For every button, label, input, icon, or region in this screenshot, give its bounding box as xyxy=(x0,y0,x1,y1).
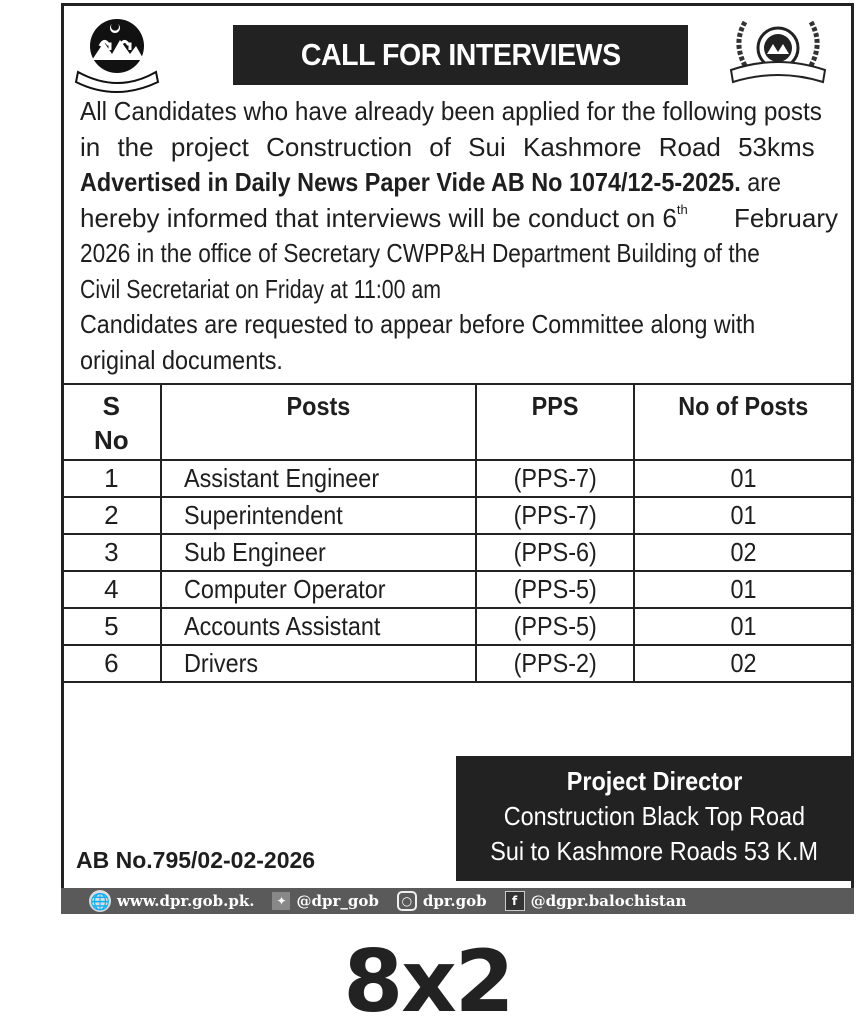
row-count xyxy=(634,645,853,682)
twitter-icon: ✦ xyxy=(272,892,290,910)
notice-line-4-text: hereby informed that interviews will be conduct on 6 xyxy=(80,202,677,233)
notice-line-7: Candidates are requested to appear before Committee along with xyxy=(80,309,756,339)
row-count-label: 02 xyxy=(730,537,757,567)
row-pps xyxy=(476,608,634,645)
row-count xyxy=(634,571,853,608)
website-link[interactable]: www.dpr.gob.pk. xyxy=(117,892,255,910)
balochistan-emblem-logo xyxy=(72,12,162,94)
notice-line-4 xyxy=(80,201,838,237)
row-count-label: 02 xyxy=(730,648,757,678)
row-pps-label: (PPS-5) xyxy=(513,574,597,604)
footer-website[interactable] xyxy=(89,890,254,912)
twitter-handle[interactable]: @dpr_gob xyxy=(296,892,379,910)
header-sno-line1: S xyxy=(102,391,121,421)
row-count-label: 01 xyxy=(730,574,757,604)
facebook-icon: f xyxy=(505,891,525,911)
instagram-handle[interactable]: dpr.gob xyxy=(422,892,487,910)
date-superscript: th xyxy=(676,201,688,217)
notice-body xyxy=(80,94,838,378)
signatory-road-text: Sui to Kashmore Roads 53 K.M xyxy=(490,836,819,866)
row-pps-label: (PPS-7) xyxy=(513,500,597,530)
notice-line-2-text: in the project Construction of Sui Kashmore Road 53kms xyxy=(80,131,815,162)
row-post xyxy=(161,571,476,608)
notice-line-5: 2026 in the office of Secretary CWPP&H Department Building of the xyxy=(80,238,760,268)
row-pps xyxy=(476,534,634,571)
row-count-label: 01 xyxy=(730,611,757,641)
row-sno: 3 xyxy=(62,534,161,571)
footer-bar xyxy=(61,888,854,914)
row-sno: 5 xyxy=(62,608,161,645)
table-row xyxy=(62,608,853,645)
signatory-title xyxy=(456,764,853,799)
footer-twitter[interactable] xyxy=(272,892,378,910)
row-pps xyxy=(476,497,634,534)
ab-number: AB No.795/02-02-2026 xyxy=(76,847,316,873)
interview-month: February xyxy=(733,202,838,233)
header-posts xyxy=(161,384,476,460)
notice-line-8: original documents. xyxy=(80,344,283,375)
table-header-row xyxy=(62,384,853,460)
row-count xyxy=(634,608,853,645)
notice-line-3 xyxy=(80,165,782,201)
header-serial-number xyxy=(62,384,161,460)
row-sno: 6 xyxy=(62,645,161,682)
row-pps-label: (PPS-2) xyxy=(513,648,597,678)
notice-line-3-tail: are xyxy=(740,167,782,197)
row-post xyxy=(161,460,476,497)
facebook-handle[interactable]: @dgpr.balochistan xyxy=(530,892,687,910)
row-post-label: Drivers xyxy=(183,648,258,678)
row-post-label: Sub Engineer xyxy=(183,537,326,567)
row-pps xyxy=(476,571,634,608)
row-sno: 2 xyxy=(62,497,161,534)
row-post-label: Computer Operator xyxy=(183,574,386,604)
row-post-label: Assistant Engineer xyxy=(183,463,379,493)
row-post-label: Superintendent xyxy=(183,500,343,530)
row-pps-label: (PPS-6) xyxy=(513,537,597,567)
header-sno-line2: No xyxy=(94,425,129,455)
footer-facebook[interactable] xyxy=(505,891,687,911)
row-pps-label: (PPS-7) xyxy=(513,463,597,493)
row-post xyxy=(161,608,476,645)
header-count-label: No of Posts xyxy=(678,391,809,421)
signature-block xyxy=(456,756,853,881)
row-count xyxy=(634,497,853,534)
row-sno: 1 xyxy=(62,460,161,497)
row-post xyxy=(161,534,476,571)
notice-line-2 xyxy=(80,130,838,166)
signatory-project-text: Construction Black Top Road xyxy=(503,801,806,831)
row-pps-label: (PPS-5) xyxy=(513,611,597,641)
row-sno: 4 xyxy=(62,571,161,608)
row-count xyxy=(634,460,853,497)
table-row xyxy=(62,460,853,497)
header-pps-label: PPS xyxy=(531,391,579,421)
row-post-label: Accounts Assistant xyxy=(183,611,381,641)
table-row xyxy=(62,645,853,682)
table-row xyxy=(62,571,853,608)
signatory-project xyxy=(456,799,853,834)
globe-icon: 🌐 xyxy=(90,891,110,911)
title-banner xyxy=(233,25,688,85)
advertisement-frame xyxy=(61,3,854,911)
row-count xyxy=(634,534,853,571)
interview-date-text xyxy=(80,201,688,237)
header-no-of-posts xyxy=(634,384,853,460)
row-count-label: 01 xyxy=(730,500,757,530)
table-row xyxy=(62,534,853,571)
signatory-title-text: Project Director xyxy=(566,766,743,796)
advertisement-reference: Advertised in Daily News Paper Vide AB No 1074/12-5-2025. xyxy=(80,167,741,197)
header-pps xyxy=(476,384,634,460)
notice-line-1: All Candidates who have already been applied for the following posts xyxy=(80,96,822,126)
row-post xyxy=(161,497,476,534)
row-count-label: 01 xyxy=(730,463,757,493)
footer-instagram[interactable] xyxy=(397,891,487,911)
dgpr-emblem-logo xyxy=(723,12,833,94)
notice-line-6: Civil Secretariat on Friday at 11:00 am xyxy=(80,273,442,304)
row-post xyxy=(161,645,476,682)
posts-table xyxy=(61,383,854,683)
signatory-road xyxy=(456,834,853,869)
header-posts-label: Posts xyxy=(286,391,351,421)
instagram-icon: ○ xyxy=(397,891,417,911)
row-pps xyxy=(476,460,634,497)
table-row xyxy=(62,497,853,534)
ad-size-label: 8x2 xyxy=(343,932,513,1032)
row-pps xyxy=(476,645,634,682)
page-title: CALL FOR INTERVIEWS xyxy=(300,37,621,72)
